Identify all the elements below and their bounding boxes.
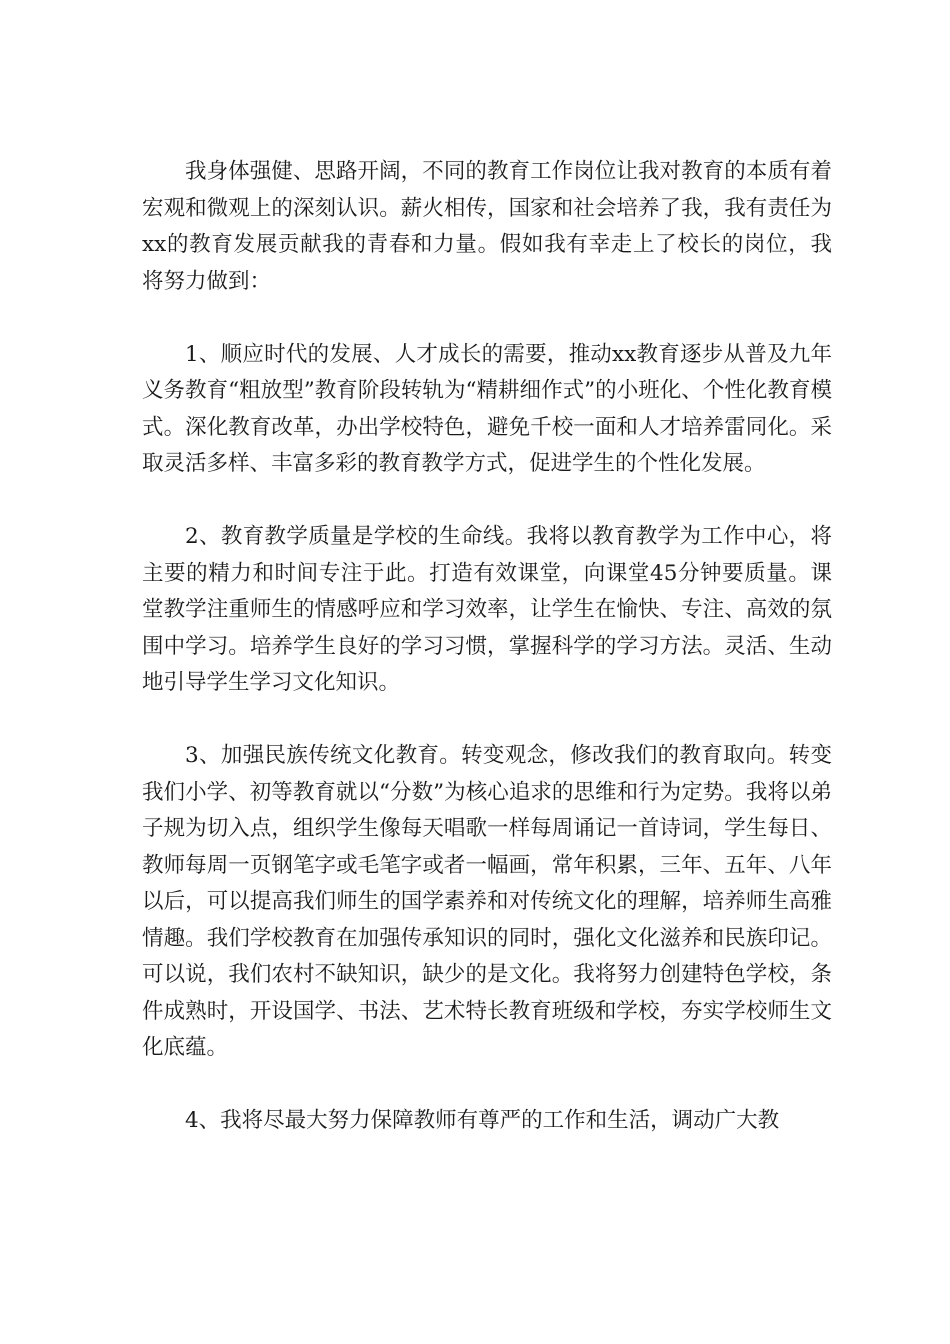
paragraph-item-2: 2、教育教学质量是学校的生命线。我将以教育教学为工作中心，将主要的精力和时间专注于此。打造有效课堂，向课堂45分钟要质量。课堂教学注重师生的情感呼应和学习效率，让学生在愉快、专注、高效的氛围中学习。培养学生良好的学习习惯，掌握科学的学习方法。灵活、生动地引导学生学习文化知识。 — [142, 524, 832, 695]
paragraph-item-1: 1、顺应时代的发展、人才成长的需要，推动xx教育逐步从普及九年义务教育“粗放型”教育阶段转轨为“精耕细作式”的小班化、个性化教育模式。深化教育改革，办出学校特色，避免千校一面和人才培养雷同化。采取灵活多样、丰富多彩的教育教学方式，促进学生的个性化发展。 — [142, 341, 832, 476]
document-body — [142, 154, 832, 1140]
paragraph-item-3: 3、加强民族传统文化教育。转变观念，修改我们的教育取向。转变我们小学、初等教育就以“分数”为核心追求的思维和行为定势。我将以弟子规为切入点，组织学生像每天唱歌一样每周诵记一首诗词，学生每日、教师每周一页钢笔字或毛笔字或者一幅画，常年积累，三年、五年、八年以后，可以提高我们师生的国学素养和对传统文化的理解，培养师生高雅情趣。我们学校教育在加强传承知识的同时，强化文化滋养和民族印记。可以说，我们农村不缺知识，缺少的是文化。我将努力创建特色学校，条件成熟时，开设国学、书法、艺术特长教育班级和学校，夯实学校师生文化底蕴。 — [142, 743, 832, 1060]
paragraph-intro: 我身体强健、思路开阔，不同的教育工作岗位让我对教育的本质有着宏观和微观上的深刻认识。薪火相传，国家和社会培养了我，我有责任为xx的教育发展贡献我的青春和力量。假如我有幸走上了校长的岗位，我将努力做到： — [142, 159, 832, 294]
paragraph-item-4: 4、我将尽最大努力保障教师有尊严的工作和生活，调动广大教 — [185, 1108, 780, 1133]
